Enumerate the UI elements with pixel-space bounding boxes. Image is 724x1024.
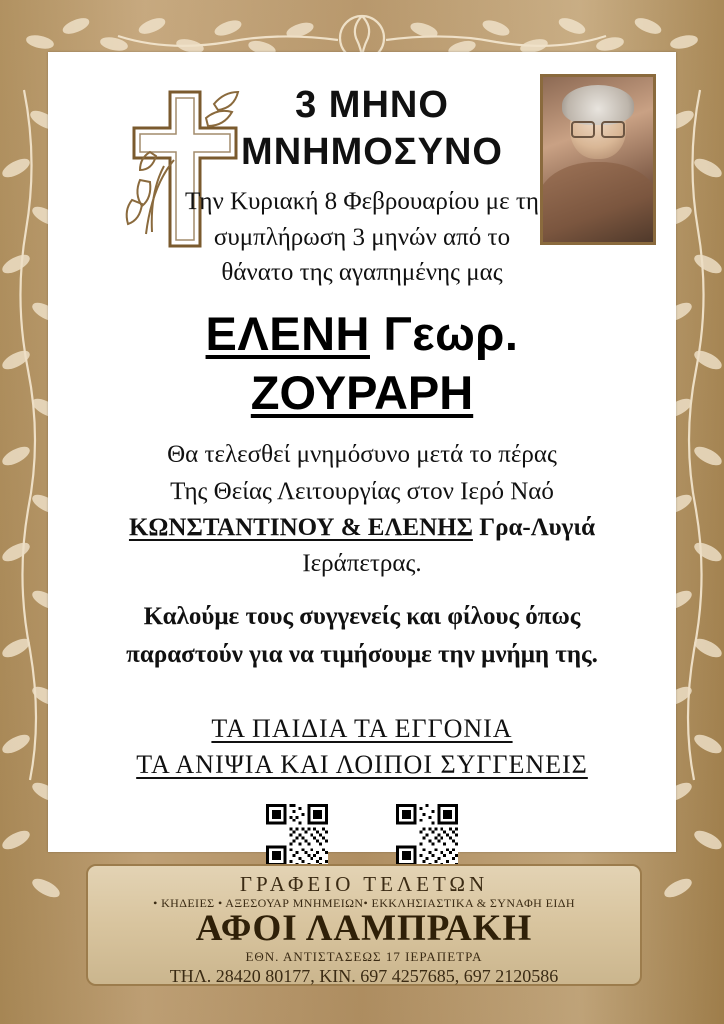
intro-line-1: Την Κυριακή 8 Φεβρουαρίου με τη [185,188,539,216]
qr-code-right[interactable] [396,804,458,866]
title-line-1: 3 ΜΗΝΟ [295,84,449,126]
family-line-2: ΤΑ ΑΝΙΨΙΑ ΚΑΙ ΛΟΙΠΟΙ ΣΥΓΓΕΝΕΙΣ [136,750,588,780]
memorial-card [48,52,676,852]
service-line-4: Ιεράπετρας. [302,550,422,578]
deceased-middle-name: Γεωρ. [383,306,519,360]
title-line-2: ΜΝΗΜΟΣΥΝΟ [241,131,503,174]
memorial-title [48,82,676,176]
invite-line-1: Καλούμε τους συγγενείς και φίλους όπως [143,603,581,631]
intro-line-2: συμπλήρωση 3 μηνών από το [213,223,511,251]
invite-line-2: παραστούν για να τιμήσουμε την μνήμη της. [126,640,598,668]
family-line-1: ΤΑ ΠΑΙΔΙΑ ΤΑ ΕΓΓΟΝΙΑ [211,714,513,744]
family-signature [48,711,676,783]
banner-company-name: ΑΦΟΙ ΛΑΜΠΡΑΚΗ [195,908,533,949]
intro-line-3: θάνατο της αγαπημένης μας [221,259,503,287]
qr-code-left[interactable] [266,804,328,866]
deceased-first-name: ΕΛΕΝΗ [205,306,370,360]
deceased-name [48,305,676,362]
church-location: Γρα-Λυγιά [479,513,596,541]
church-name: ΚΩΝΣΤΑΝΤΙΝΟΥ & ΕΛΕΝΗΣ [128,513,473,541]
service-line-2: Της Θείας Λειτουργίας στον Ιερό Ναό [170,477,554,505]
memorial-intro [48,184,676,291]
memorial-content [48,52,676,783]
banner-address: ΕΘΝ. ΑΝΤΙΣΤΑΣΕΩΣ 17 ΙΕΡΑΠΕΤΡΑ [245,948,483,964]
service-details [48,437,676,582]
banner-services-line: • ΚΗΔΕΙΕΣ • ΑΞΕΣΟΥΑΡ ΜΝΗΜΕΙΩΝ• ΕΚΚΛΗΣΙΑΣΤΙΚΑ & ΣΥΝΑΦΗ ΕΙΔΗ [153,896,575,910]
banner-line-1: ΓΡΑΦΕΙΟ ΤΕΛΕΤΩΝ [239,872,489,896]
qr-code-row [48,804,676,866]
service-church [48,510,676,546]
invitation-text [48,598,676,673]
service-line-1: Θα τελεσθεί μνημόσυνο μετά το πέρας [167,441,557,469]
deceased-surname: ΖΟΥΡΑΡΗ [250,366,474,420]
funeral-home-banner [86,864,642,986]
banner-phones: ΤΗΛ. 28420 80177, ΚΙΝ. 697 4257685, 697 2120586 [169,965,559,986]
